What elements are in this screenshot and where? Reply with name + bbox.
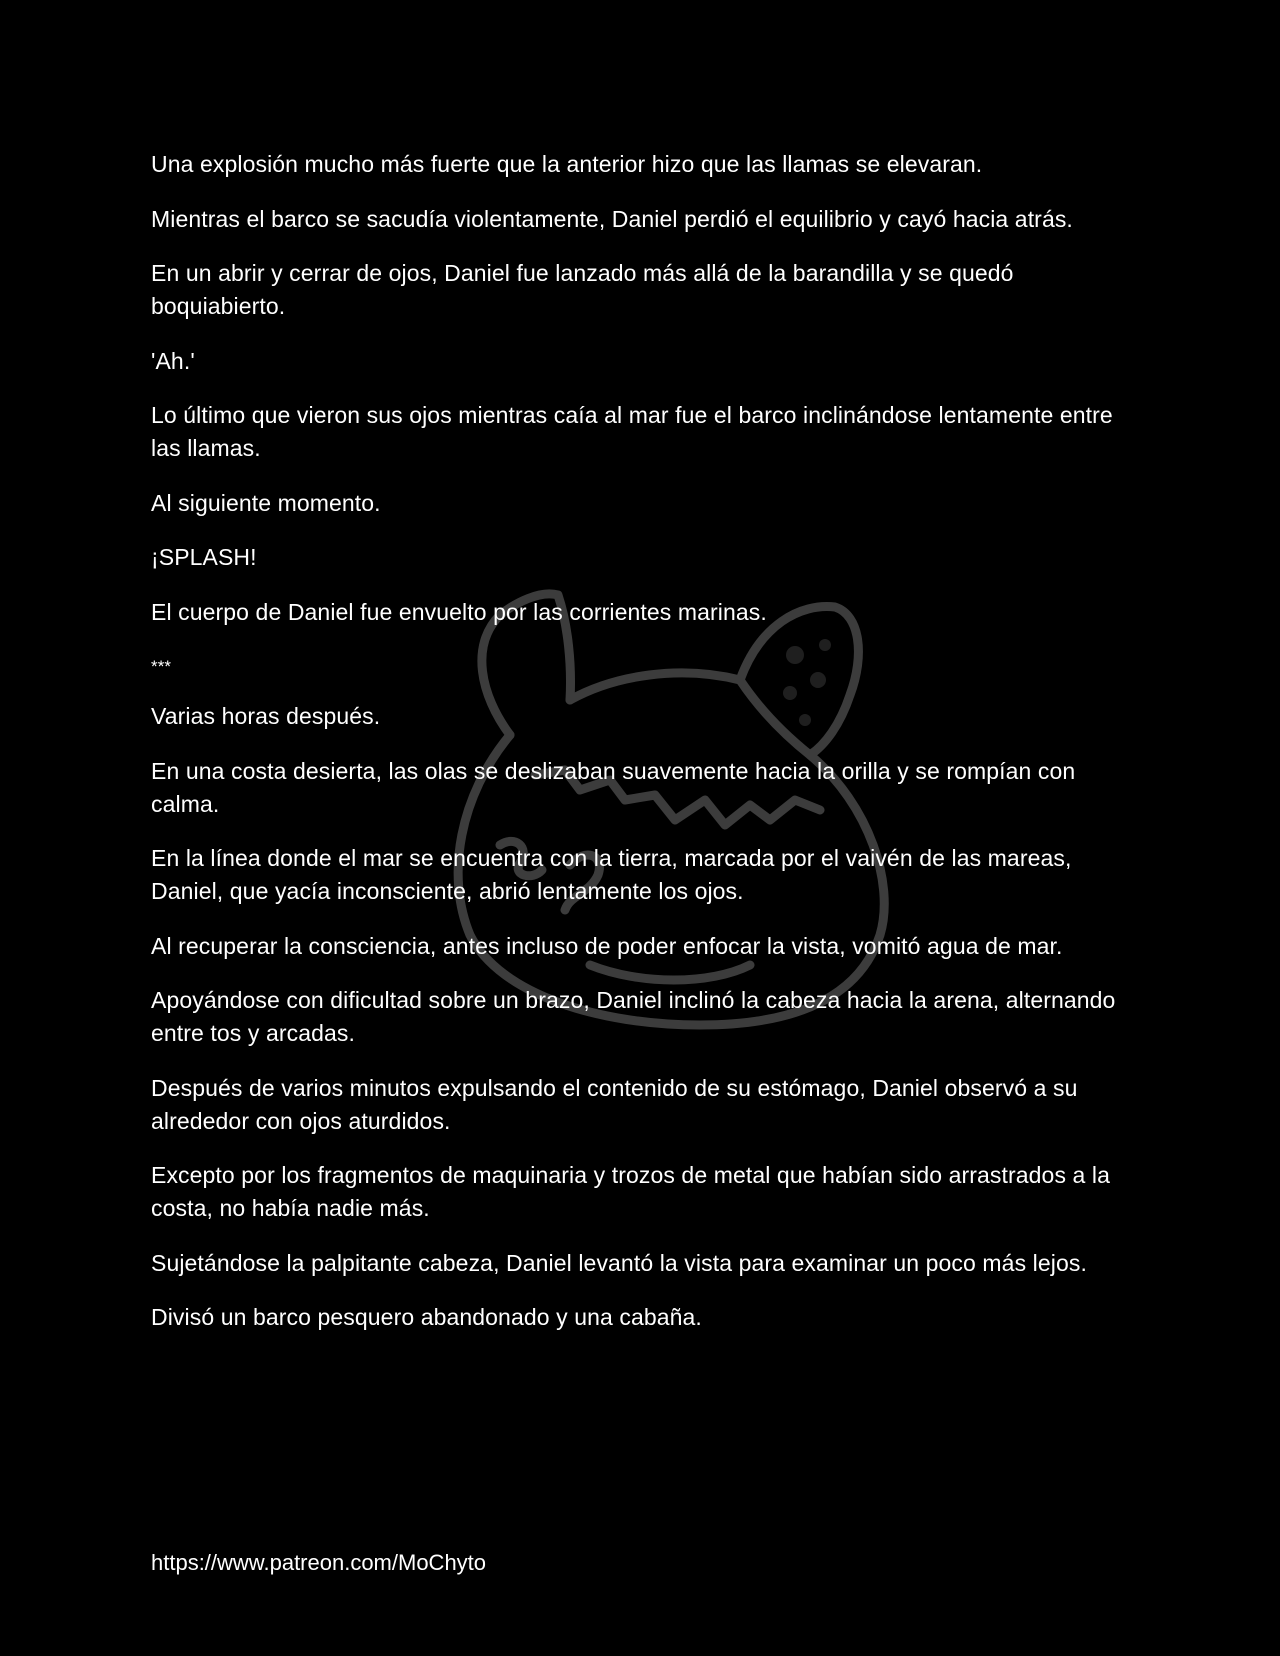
- paragraph: Después de varios minutos expulsando el contenido de su estómago, Daniel observó a su alrededor con ojos aturdidos.: [151, 1074, 1078, 1134]
- paragraph: Al siguiente momento.: [151, 489, 381, 516]
- paragraph: Una explosión mucho más fuerte que la anterior hizo que las llamas se elevaran.: [151, 151, 983, 177]
- paragraph: Varias horas después.: [151, 703, 381, 729]
- paragraph: En una costa desierta, las olas se deslizaban suavemente hacia la orilla y se rompían con calma.: [151, 757, 1076, 817]
- paragraph: Divisó un barco pesquero abandonado y una cabaña.: [151, 1304, 702, 1330]
- paragraph: El cuerpo de Daniel fue envuelto por las corrientes marinas.: [151, 598, 767, 625]
- paragraph: Mientras el barco se sacudía violentamente, Daniel perdió el equilibrio y cayó hacia atrás.: [151, 205, 1073, 232]
- scene-separator: ***: [151, 657, 172, 676]
- paragraph: 'Ah.': [151, 347, 195, 374]
- paragraph: Apoyándose con dificultad sobre un brazo, Daniel inclinó la cabeza hacia la arena, alternando entre tos y arcadas.: [151, 987, 1116, 1046]
- paragraph: En un abrir y cerrar de ojos, Daniel fue lanzado más allá de la barandilla y se quedó boquiabierto.: [151, 260, 1014, 319]
- paragraph: Excepto por los fragmentos de maquinaria y trozos de metal que habían sido arrastrados a la costa, no había nadie más.: [151, 1162, 1111, 1221]
- paragraph: En la línea donde el mar se encuentra con la tierra, marcada por el vaivén de las mareas, Daniel, que yacía inconsciente, abrió lentamente los ojos.: [151, 845, 1072, 904]
- story-text: [151, 148, 1141, 1356]
- paragraph: Lo último que vieron sus ojos mientras caía al mar fue el barco inclinándose lentamente entre las llamas.: [151, 402, 1113, 461]
- paragraph: ¡SPLASH!: [151, 544, 257, 570]
- paragraph: Al recuperar la consciencia, antes incluso de poder enfocar la vista, vomitó agua de mar.: [151, 932, 1063, 959]
- paragraph: Sujetándose la palpitante cabeza, Daniel levantó la vista para examinar un poco más lejos.: [151, 1249, 1087, 1276]
- patreon-link[interactable]: https://www.patreon.com/MoChyto: [151, 1550, 487, 1575]
